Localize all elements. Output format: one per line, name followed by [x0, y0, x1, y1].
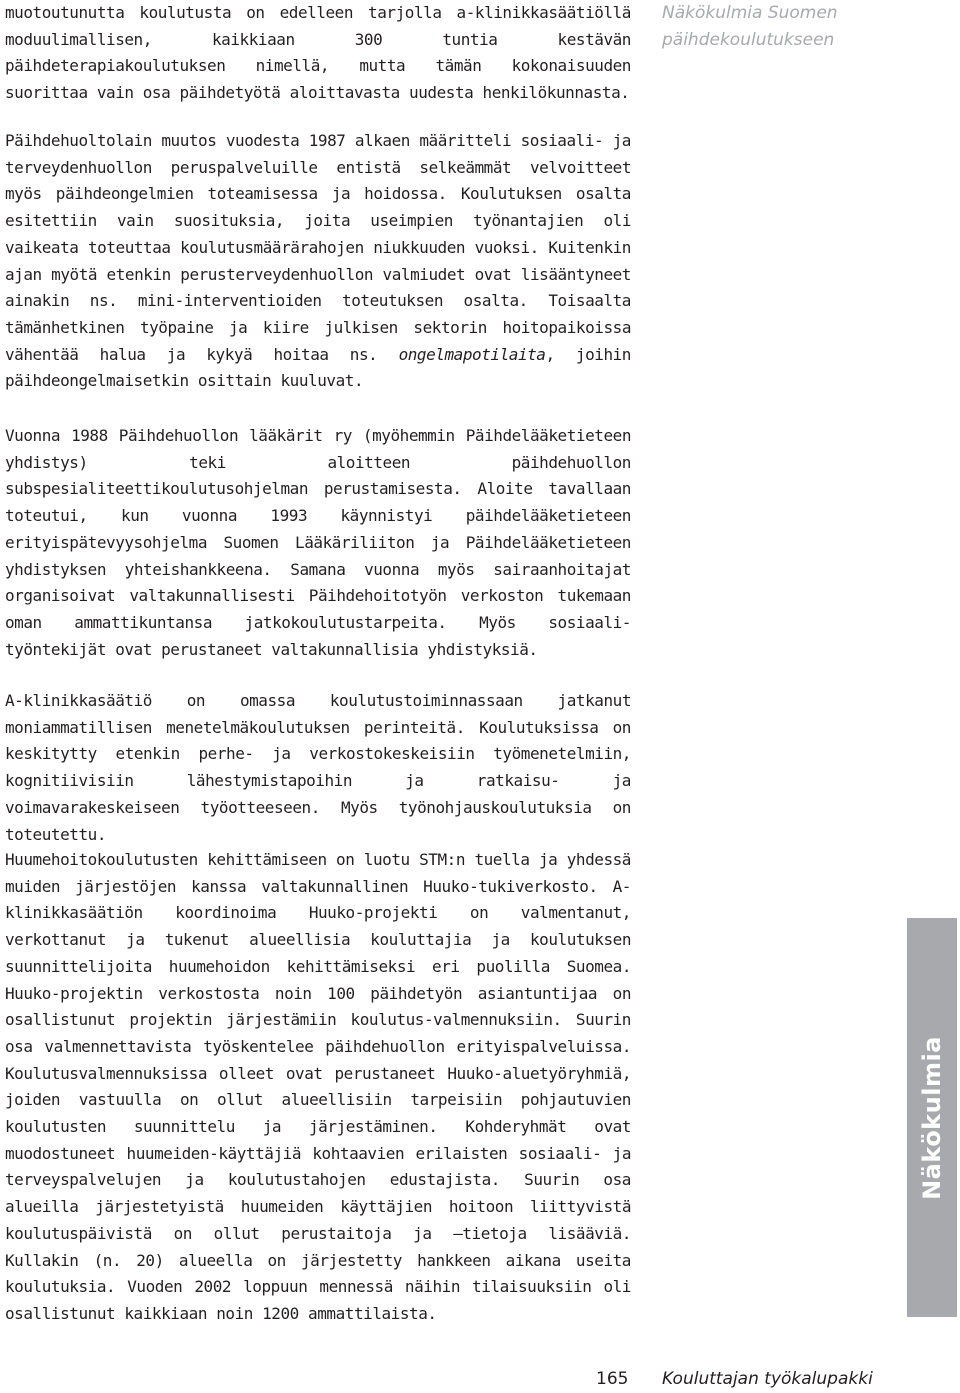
paragraph-intro-continuation: muotoutunutta koulutusta on edelleen tarjolla a-klinikkasäätiöllä moduulimallisen, kaikkiaan 300 tuntia kestävän päihdeterapiakoulutuksen nimellä, mutta tämän kokonaisuuden suorittaa vain osa päihdetyötä aloittavasta uudesta henkilökunnasta.: [5, 3, 631, 103]
margin-heading-line-1: Näkökulmia Suomen: [662, 3, 838, 23]
paragraph-paihdehuoltolaki: [5, 128, 631, 395]
paragraph-huuko-verkosto: Huumehoitokoulutusten kehittämiseen on luotu STM:n tuella ja yhdessä muiden järjestöjen kanssa valtakunnallinen Huuko-tukiverkosto. A-klinikkasäätiön koordinoima Huuko-projekti on valmentanut, verkottanut ja tukenut alueellisia kouluttajia ja koulutuksen suunnittelijoita huumehoidon kehittämiseksi eri puolilla Suomea. Huuko-projektin verkostosta noin 100 päihdetyön asiantuntijaa on osallistunut projektin järjestämiin koulutus-valmennuksiin. Suurin osa valmennettavista työskentelee päihdehuollon erityispalveluissa. Koulutusvalmennuksissa olleet ovat perustaneet Huuko-aluetyöryhmiä, joiden vastuulla on ollut alueellisiin tarpeisiin pohjautuvien koulutusten suunnittelu ja järjestäminen. Kohderyhmät ovat muodostuneet huumeiden-käyttäjiä kohtaavien erilaisten sosiaali- ja terveyspalvelujen ja koulutustahojen edustajista. Suurin osa alueilla järjestetyistä huumeiden käyttäjien hoitoon liittyvistä koulutuspäivistä on ollut perustaitoja ja –tietoja lisääviä. Kullakin (n. 20) alueella on järjestetty hankkeen aikana useita koulutuksia. Vuoden 2002 loppuun mennessä näihin tilaisuuksiin oli osallistunut kaikkiaan noin 1200 ammattilaista.: [5, 850, 631, 1323]
page-number: 165: [596, 1369, 629, 1389]
italic-term: ongelmapotilaita: [398, 344, 546, 364]
paragraph-a-klinikkasaatio: A-klinikkasäätiö on omassa koulutustoiminnassaan jatkanut moniammatillisen menetelmäkoulutuksen perinteitä. Koulutuksissa on keskitytty etenkin perhe- ja verkostokeskeisiin työmenetelmiin, kognitiivisiin lähestymistapoihin ja ratkaisu- ja voimavarakeskeiseen työotteeseen. Myös työnohjauskoulutuksia on toteutettu.: [5, 691, 631, 844]
margin-heading-line-2: päihdekoulutukseen: [662, 29, 835, 50]
side-tab-label: Näkökulmia: [918, 1035, 946, 1200]
side-section-tab: [907, 918, 957, 1317]
paragraph-paihdelaaketiede: Vuonna 1988 Päihdehuollon lääkärit ry (myöhemmin Päihdelääketieteen yhdistys) teki aloitteen päihdehuollon subspesialiteettikoulutusohjelman perustamisesta. Aloite tavallaan toteutui, kun vuonna 1993 käynnistyi päihdelääketieteen erityispätevyysohjelma Suomen Lääkäriliiton ja Päihdelääketieteen yhdistyksen yhteishankkeena. Samana vuonna myös sairaanhoitajat organisoivat valtakunnallisesti Päihdehoitotyön verkoston tukemaan oman ammattikuntansa jatkokoulutustarpeita. Myös sosiaali-työntekijät ovat perustaneet valtakunnallisia yhdistyksiä.: [5, 426, 631, 659]
footer-book-title: Kouluttajan työkalupakki: [662, 1369, 873, 1389]
paragraph-text-end: , joihin päihdeongelmaisetkin osittain kuuluvat.: [5, 344, 631, 391]
margin-section-heading: [662, 0, 902, 53]
paragraph-text: Päihdehuoltolain muutos vuodesta 1987 alkaen määritteli sosiaali- ja terveydenhuollon peruspalveluille entistä selkeämmät velvoitteet myös päihdeongelmien toteamisessa ja hoidossa. Koulutuksen osalta esitettiin vain suosituksia, joita useimpien työnantajien oli vaikeata toteuttaa koulutusmäärärahojen niukkuuden vuoksi. Kuitenkin ajan myötä etenkin perusterveydenhuollon valmiudet ovat lisääntyneet ainakin ns. mini-interventioiden toteutuksen osalta. Toisaalta tämänhetkinen työpaine ja kiire julkisen sektorin hoitopaikoissa vähentää halua ja kykyä hoitaa ns.: [5, 131, 631, 364]
